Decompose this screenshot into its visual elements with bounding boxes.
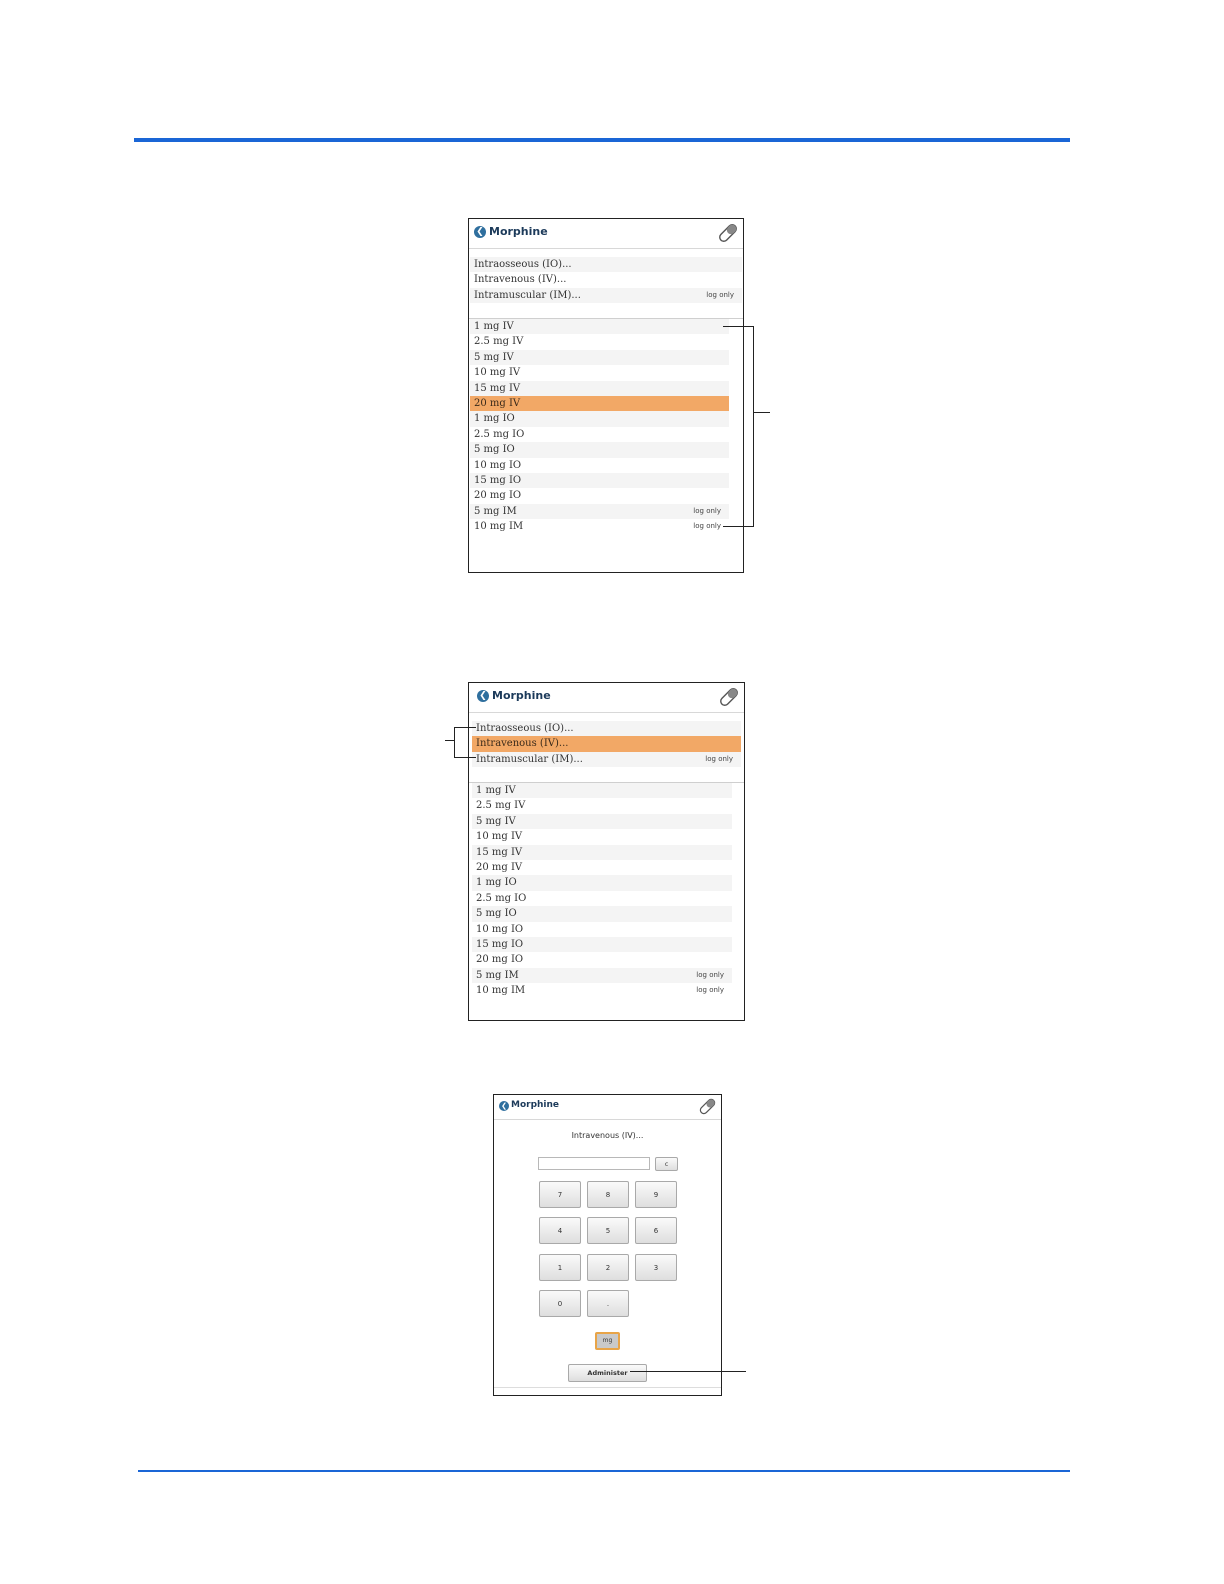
dose-label: 5 mg IO — [474, 444, 515, 456]
dose-row[interactable] — [470, 504, 729, 519]
panel-footer-divider — [494, 1387, 721, 1388]
dose-list — [472, 783, 732, 998]
callout-line — [723, 526, 754, 527]
dose-label: 10 mg IV — [474, 367, 521, 379]
log-only-badge: log only — [706, 290, 734, 299]
selected-route-label: Intravenous (IV)... — [571, 1131, 644, 1140]
dose-row[interactable] — [472, 875, 732, 890]
route-label: Intravenous (IV)... — [476, 738, 569, 750]
dose-row[interactable] — [472, 860, 732, 875]
dose-label: 2.5 mg IO — [474, 428, 525, 440]
keypad-key-7[interactable]: 7 — [539, 1181, 581, 1208]
dose-label: 1 mg IV — [476, 785, 516, 796]
route-row[interactable] — [472, 721, 741, 736]
dose-label: 1 mg IV — [474, 321, 514, 332]
keypad-key-3[interactable]: 3 — [635, 1254, 677, 1281]
keypad-key-2[interactable]: 2 — [587, 1254, 629, 1281]
panel-header — [469, 219, 743, 249]
panel-title: Morphine — [492, 689, 551, 702]
keypad-key-1[interactable]: 1 — [539, 1254, 581, 1281]
panel-title: Morphine — [489, 225, 548, 238]
panel-title: Morphine — [511, 1100, 560, 1110]
log-only-badge: log only — [696, 970, 724, 979]
dose-label: 5 mg IO — [476, 908, 517, 920]
dose-row[interactable] — [470, 411, 729, 426]
log-only-badge: log only — [696, 986, 724, 995]
keypad-key-0[interactable]: 0 — [539, 1290, 581, 1317]
medication-pill-icon[interactable] — [697, 1097, 718, 1116]
dose-label: 10 mg IM — [474, 521, 524, 533]
dose-label: 5 mg IM — [474, 505, 517, 517]
dose-panel-1 — [468, 218, 744, 573]
dose-label: 2.5 mg IO — [476, 892, 527, 904]
keypad-key-8[interactable]: 8 — [587, 1181, 629, 1208]
route-row[interactable] — [472, 736, 741, 751]
keypad-key-4[interactable]: 4 — [539, 1217, 581, 1244]
dose-label: 5 mg IM — [476, 969, 519, 981]
callout-line — [753, 326, 754, 527]
dose-label: 20 mg IV — [476, 861, 523, 873]
route-list — [472, 721, 741, 767]
route-label: Intramuscular (IM)... — [474, 289, 581, 301]
panel-header — [469, 683, 744, 713]
callout-line — [454, 727, 476, 728]
dose-label: 15 mg IO — [476, 938, 524, 950]
dose-label: 20 mg IO — [474, 490, 522, 502]
panel-header — [494, 1095, 721, 1120]
dose-label: 2.5 mg IV — [474, 336, 524, 348]
dose-label: 15 mg IV — [474, 382, 521, 394]
dose-row[interactable] — [472, 968, 732, 983]
dose-list — [470, 319, 729, 534]
dose-label: 15 mg IO — [474, 474, 522, 486]
dose-row[interactable] — [472, 937, 732, 952]
footer-rule — [138, 1470, 1070, 1472]
back-arrow-icon[interactable]: ❮ — [499, 1101, 509, 1111]
callout-line — [753, 412, 770, 413]
dose-label: 15 mg IV — [476, 846, 523, 858]
dose-row[interactable] — [470, 519, 729, 534]
dose-row[interactable] — [470, 319, 729, 334]
dose-label: 20 mg IV — [474, 397, 521, 409]
log-only-badge: log only — [705, 754, 733, 763]
dose-row[interactable] — [470, 396, 729, 411]
dose-label: 20 mg IO — [476, 954, 524, 966]
dose-label: 10 mg IO — [474, 459, 522, 471]
keypad-key-5[interactable]: 5 — [587, 1217, 629, 1244]
dose-row[interactable] — [472, 983, 732, 998]
dose-label: 2.5 mg IV — [476, 800, 526, 812]
dose-label: 10 mg IV — [476, 831, 523, 843]
dose-row[interactable] — [470, 442, 729, 457]
unit-button-mg[interactable]: mg — [595, 1332, 620, 1350]
route-row[interactable] — [470, 257, 742, 272]
back-arrow-icon[interactable]: ❮ — [477, 690, 489, 702]
dose-row[interactable] — [470, 488, 729, 503]
dose-label: 10 mg IM — [476, 985, 526, 997]
keypad-panel — [493, 1094, 722, 1396]
route-row[interactable] — [470, 272, 742, 287]
dose-row[interactable] — [470, 458, 729, 473]
dose-row[interactable] — [470, 350, 729, 365]
log-only-badge: log only — [693, 506, 721, 515]
dose-label: 1 mg IO — [474, 413, 515, 425]
keypad-key-6[interactable]: 6 — [635, 1217, 677, 1244]
callout-line — [454, 757, 476, 758]
dose-row[interactable] — [470, 334, 729, 349]
dose-row[interactable] — [472, 845, 732, 860]
route-list — [470, 257, 742, 303]
keypad-key-decimal[interactable]: . — [587, 1290, 629, 1317]
keypad-key-9[interactable]: 9 — [635, 1181, 677, 1208]
dose-row[interactable] — [470, 381, 729, 396]
callout-line — [445, 740, 454, 741]
dose-row[interactable] — [472, 814, 732, 829]
dose-row[interactable] — [472, 829, 732, 844]
dose-row[interactable] — [470, 365, 729, 380]
dose-label: 5 mg IV — [474, 351, 514, 363]
dose-label: 10 mg IO — [476, 923, 524, 935]
dose-row[interactable] — [472, 891, 732, 906]
dose-row[interactable] — [472, 952, 732, 967]
dose-label: 5 mg IV — [476, 815, 516, 827]
route-label: Intramuscular (IM)... — [476, 753, 583, 765]
medication-pill-icon[interactable] — [717, 686, 741, 708]
callout-line — [454, 727, 455, 758]
dose-row[interactable] — [472, 922, 732, 937]
log-only-badge: log only — [693, 522, 721, 531]
route-row[interactable] — [472, 752, 741, 767]
dose-panel-2 — [468, 682, 745, 1021]
route-label: Intravenous (IV)... — [474, 274, 567, 286]
back-arrow-icon[interactable]: ❮ — [474, 226, 486, 238]
route-label: Intraosseous (IO)... — [474, 259, 572, 270]
dose-row[interactable] — [472, 783, 732, 798]
clear-button[interactable]: c — [655, 1157, 678, 1171]
header-rule — [134, 138, 1070, 142]
dose-label: 1 mg IO — [476, 877, 517, 889]
administer-button[interactable]: Administer — [568, 1364, 647, 1382]
dose-row[interactable] — [470, 473, 729, 488]
medication-pill-icon[interactable] — [716, 222, 740, 244]
callout-line — [723, 326, 754, 327]
dose-row[interactable] — [472, 906, 732, 921]
dose-amount-input[interactable] — [538, 1157, 650, 1170]
callout-line — [630, 1371, 746, 1372]
route-row[interactable] — [470, 288, 742, 303]
dose-row[interactable] — [470, 427, 729, 442]
dose-row[interactable] — [472, 798, 732, 813]
route-label: Intraosseous (IO)... — [476, 723, 574, 734]
